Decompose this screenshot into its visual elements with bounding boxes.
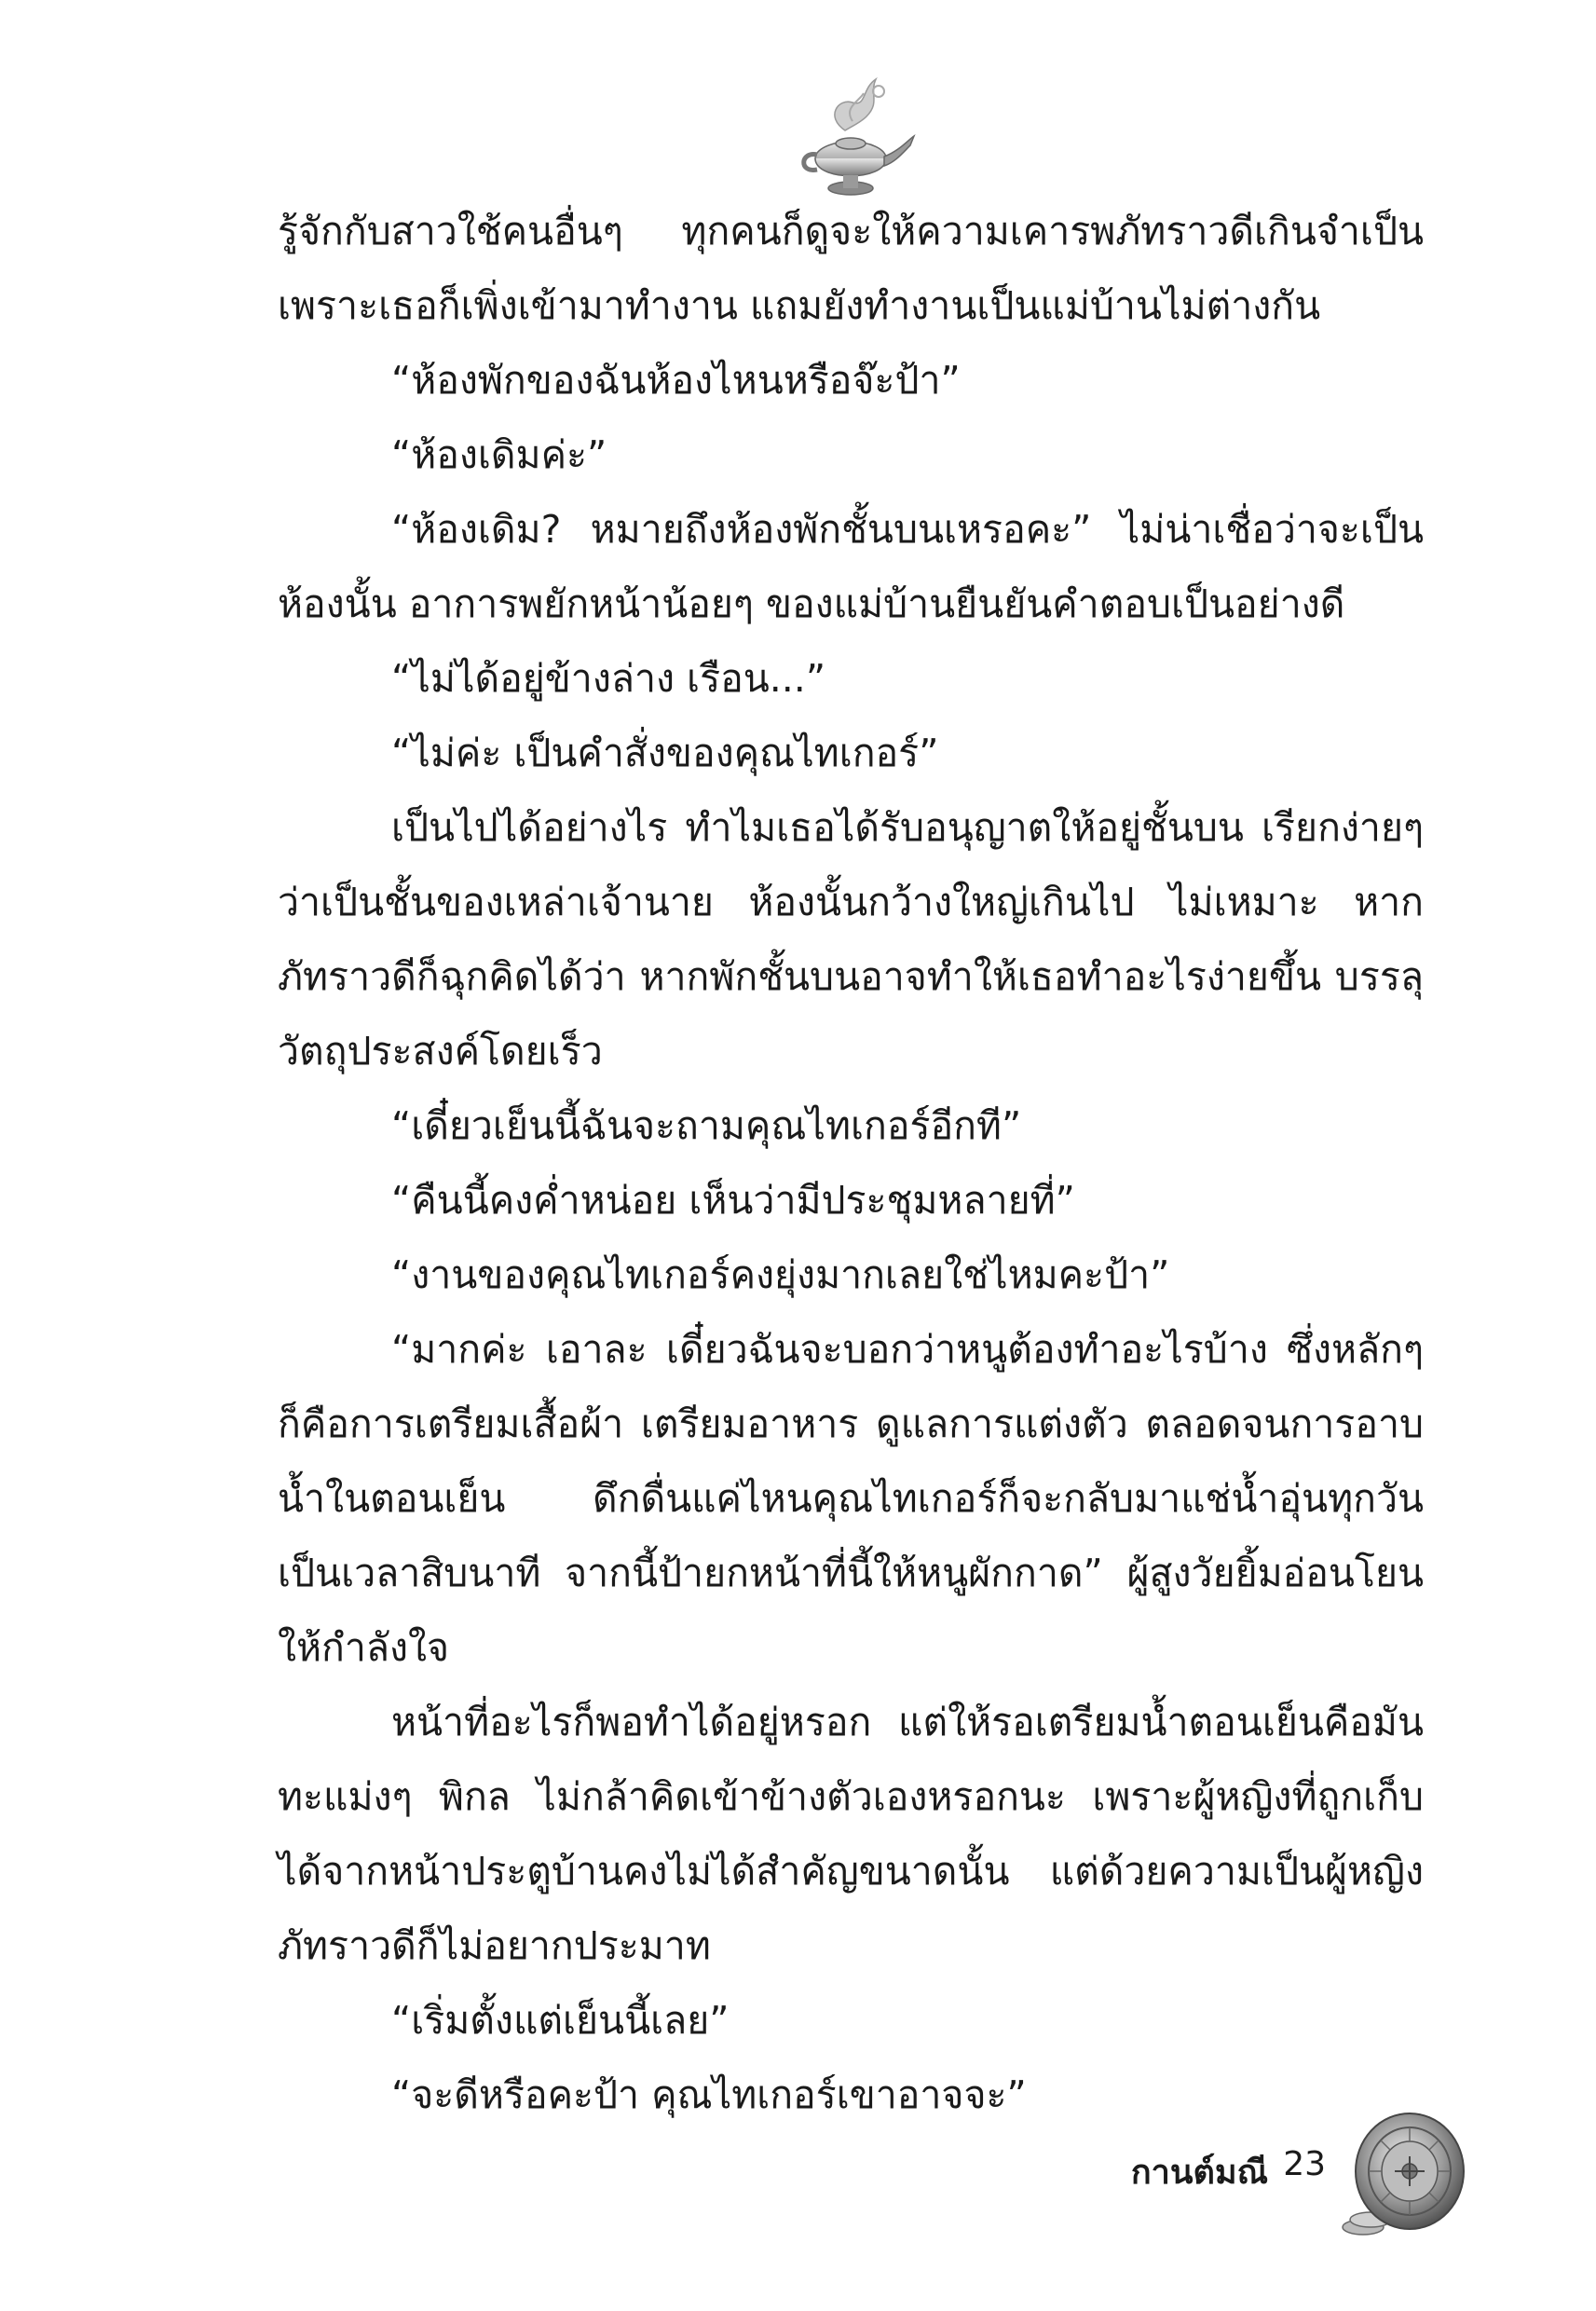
paragraph: “งานของคุณไทเกอร์คงยุ่งมากเลยใช่ไหมคะป้า”	[391, 1252, 1170, 1297]
body-text	[278, 194, 1424, 2132]
paragraph: เป็นไปได้อย่างไร ทำไมเธอได้รับอนุญาตให้อยู่ชั้นบน เรียกง่ายๆ ว่าเป็นชั้นของเหล่าเจ้านาย ห้องนั้นกว้างใหญ่เกินไป ไม่เหมาะ หากภัทราวดีก็ฉุกคิดได้ว่า หากพักชั้นบนอาจทำให้เธอทำอะไรง่ายขึ้น บรรลุวัตถุประสงค์โดยเร็ว	[278, 805, 1424, 1073]
book-title: กานต์มณี	[1130, 2154, 1268, 2192]
paragraph: “ห้องเดิม? หมายถึงห้องพักชั้นบนเหรอคะ” ไม่น่าเชื่อว่าจะเป็นห้องนั้น อาการพยักหน้าน้อยๆ ของแม่บ้านยืนยันคำตอบเป็นอย่างดี	[278, 507, 1424, 626]
paragraph: “มากค่ะ เอาละ เดี๋ยวฉันจะบอกว่าหนูต้องทำอะไรบ้าง ซึ่งหลักๆ ก็คือการเตรียมเสื้อผ้า เตรียมอาหาร ดูแลการแต่งตัว ตลอดจนการอาบน้ำในตอนเย็น ดึกดื่นแค่ไหนคุณไทเกอร์ก็จะกลับมาแช่น้ำอุ่นทุกวัน เป็นเวลาสิบนาที จากนี้ป้ายกหน้าที่นี้ให้หนูผักกาด” ผู้สูงวัยยิ้มอ่อนโยนให้กำลังใจ	[278, 1327, 1424, 1670]
paragraph: รู้จักกับสาวใช้คนอื่นๆ ทุกคนก็ดูจะให้ความเคารพภัทราวดีเกินจำเป็น เพราะเธอก็เพิ่งเข้ามาทำงาน แถมยังทำงานเป็นแม่บ้านไม่ต่างกัน	[278, 209, 1424, 328]
paragraph: “ไม่ได้อยู่ข้างล่าง เรือน...”	[391, 656, 826, 701]
paragraph: หน้าที่อะไรก็พอทำได้อยู่หรอก แต่ให้รอเตรียมน้ำตอนเย็นคือมันทะแม่งๆ พิกล ไม่กล้าคิดเข้าข้างตัวเองหรอกนะ เพราะผู้หญิงที่ถูกเก็บได้จากหน้าประตูบ้านคงไม่ได้สำคัญขนาดนั้น แต่ด้วยความเป็นผู้หญิงภัทราวดีก็ไม่อยากประมาท	[278, 1700, 1424, 1968]
paragraph: “ไม่ค่ะ เป็นคำสั่งของคุณไทเกอร์”	[391, 731, 939, 775]
magic-lamp-icon	[787, 65, 918, 205]
paragraph: “ห้องพักของฉันห้องไหนหรือจ๊ะป้า”	[391, 358, 961, 403]
paragraph: “คืนนี้คงค่ำหน่อย เห็นว่ามีประชุมหลายที่”	[391, 1178, 1075, 1223]
paragraph: “ห้องเดิมค่ะ”	[391, 432, 607, 477]
paragraph: “จะดีหรือคะป้า คุณไทเกอร์เขาอาจจะ”	[391, 2072, 1027, 2117]
roulette-wheel-icon	[1326, 2097, 1466, 2246]
page-number: 23	[1283, 2145, 1326, 2183]
paragraph: “เริ่มตั้งแต่เย็นนี้เลย”	[391, 1998, 730, 2043]
page-footer	[981, 2097, 1466, 2255]
paragraph: “เดี๋ยวเย็นนี้ฉันจะถามคุณไทเกอร์อีกที”	[391, 1103, 1022, 1148]
